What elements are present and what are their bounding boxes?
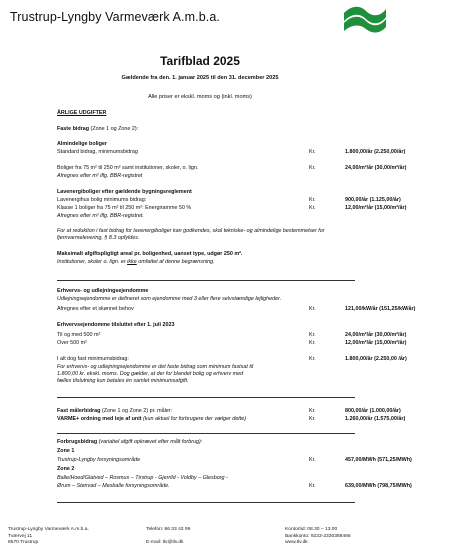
new-commercial-heading: Erhvervsejendomme tilsluttet efter 1. juli 2023 xyxy=(57,322,175,328)
standard-label: Standard bidrag, minimumsbidrag xyxy=(57,149,138,155)
max-area-note-underlined: ikke xyxy=(127,259,137,265)
standard-kr: Kr. xyxy=(309,149,316,155)
max-area-note xyxy=(57,259,357,266)
class1-kr: Kr. xyxy=(309,205,316,211)
upto-label: Til og med 500 m² xyxy=(57,332,101,338)
varme-kr: Kr. xyxy=(309,416,316,422)
zone1-row xyxy=(57,457,412,464)
zone2-kr: Kr. xyxy=(309,483,316,489)
zone1-label: Trustrup-Lyngby forsyningsområde xyxy=(57,457,141,463)
section-heading: ÅRLIGE UDGIFTER xyxy=(57,110,107,116)
footer-bank: Bankkonto: 9233-2330388466 xyxy=(285,533,351,539)
company-name: Trustrup-Lyngby Varmeværk A.m.b.a. xyxy=(10,10,220,24)
low-energy-min-kr: Kr. xyxy=(309,197,316,203)
footer-street: Tværvej 11 xyxy=(8,533,33,539)
validity-period: Gældende fra den. 1. januar 2025 til den 31. december 2025 xyxy=(121,75,279,81)
footer-city: 8570 Trustrup xyxy=(8,540,39,545)
valued-row xyxy=(57,306,416,313)
dwelling-label: Boliger fra 75 m² til 250 m² samt institutioner, skoler, o. lign. xyxy=(57,165,199,171)
fixed-heading-rest: (Zone 1 og Zone 2): xyxy=(89,126,139,132)
upto-value: 24,00/m²/år (30,00/m²/år) xyxy=(345,332,407,338)
max-area-note-after: omfattet af denne begrænsning. xyxy=(136,259,215,265)
zone2-value: 639,00/MWh (798,75/MWh) xyxy=(345,483,412,489)
divider xyxy=(57,280,355,281)
dwelling-row xyxy=(57,165,407,172)
dwelling-value: 24,00/m²/år (30,00/m²/år) xyxy=(345,165,407,171)
consumption-heading xyxy=(57,439,357,446)
reduction-note: For at reduktion i fast bidrag for lavenergiboliger kan godkendes, skal tekniske- og almindelige bestemmelser for fjernvarmelevering, § 8.3 opfyldes. xyxy=(57,228,325,241)
valued-kr: Kr. xyxy=(309,306,316,312)
footer-hours: Kontortid: 08.30 – 13.00 xyxy=(285,527,338,532)
footer-info xyxy=(285,527,351,547)
consumption-heading-rest: (variabel afgift opkrævet efter målt forbrug): xyxy=(97,439,203,445)
commercial-min-kr: Kr. xyxy=(309,356,316,362)
low-energy-min-value: 900,00/år (1.125,00/år) xyxy=(345,197,401,203)
zone1-heading: Zone 1 xyxy=(57,448,75,454)
low-energy-min-row xyxy=(57,197,401,204)
meter-row xyxy=(57,408,401,415)
fixed-heading xyxy=(57,126,357,133)
over-value: 12,00/m²/år (15,00/m²/år) xyxy=(345,340,407,346)
footer-company: Trustrup-Lyngby Varmeværk A.m.b.a. xyxy=(8,527,89,532)
consumption-heading-bold: Forbrugsbidrag xyxy=(57,439,98,445)
class1-label: Klasse 1 boliger fra 75 m² til 250 m²: Energiramme 50 % xyxy=(57,205,192,211)
wave-logo-icon xyxy=(342,4,388,32)
upto-row xyxy=(57,332,407,339)
footer-phone: Telefon: 86 33 43 99 xyxy=(146,527,191,532)
varme-row xyxy=(57,416,406,423)
zone2-heading: Zone 2 xyxy=(57,466,75,472)
low-energy-heading: Lavenergiboliger efter gældende bygningsreglement xyxy=(57,189,192,195)
footer-address xyxy=(8,527,89,547)
meter-label-bold: Fast målerbidrag xyxy=(57,408,101,414)
varme-value: 1.260,00/år (1.575,00/år) xyxy=(345,416,406,422)
commercial-min-label: I alt dog fast minimumsbidrag: xyxy=(57,356,129,362)
meter-kr: Kr. xyxy=(309,408,316,414)
divider xyxy=(57,502,355,503)
standard-value: 1.800,00/år (2.250,00/år) xyxy=(345,149,406,155)
zone2-line1: Balle/Hoed/Glatved – Rosmus – Tirstrup - Gjerrild - Voldby – Glesborg - xyxy=(57,475,228,481)
divider xyxy=(57,433,355,434)
low-energy-min-label: Lavenergihus bolig minimums bidrag: xyxy=(57,197,147,203)
zone2-row xyxy=(57,483,412,490)
over-row xyxy=(57,340,407,347)
divider xyxy=(57,397,355,398)
over-label: Over 500 m² xyxy=(57,340,87,346)
zone2-line2: Ørum – Stenvad – Mesballe forsyningsområde. xyxy=(57,483,170,489)
class1-row xyxy=(57,205,407,212)
upto-kr: Kr. xyxy=(309,332,316,338)
class1-value: 12,00/m²/år (15,00/m²/år) xyxy=(345,205,407,211)
commercial-min-note: For erhvervs- og udlejningsejendomme er det faste bidrag som minimum fastsat til 1.800,00 kr. ekskl. moms. Dog gælder, at der for blandet bolig og erhverv med fælles tilslutning kun betales én samlet minimumsafgift. xyxy=(57,364,254,384)
varme-label-rest: (kun aktuel for forbrugere der vælger dette) xyxy=(141,416,247,422)
zone1-value: 457,00/MWh (571,25/MWh) xyxy=(345,457,412,463)
footer-contact xyxy=(146,527,190,547)
over-kr: Kr. xyxy=(309,340,316,346)
dwelling-note: Afregnes efter m² iflg. BBR-registret xyxy=(57,173,143,179)
footer-email[interactable]: E-mail: tlv@tlv.dk xyxy=(146,540,184,545)
zone1-kr: Kr. xyxy=(309,457,316,463)
max-area-note-before: Institutioner, skoler o. lign. er xyxy=(57,259,128,265)
standard-row xyxy=(57,149,406,156)
page-title: Tarifblad 2025 xyxy=(160,54,240,68)
meter-label-rest: (Zone 1 og Zone 2) pr. måler: xyxy=(100,408,173,414)
commercial-min-row xyxy=(57,356,407,363)
varme-label-bold: VARME+ ordning med leje af unit xyxy=(57,416,142,422)
general-heading: Almindelige boliger xyxy=(57,141,108,147)
footer-web[interactable]: www.tlv.dk xyxy=(285,540,308,545)
dwelling-kr: Kr. xyxy=(309,165,316,171)
commercial-heading: Erhvervs- og udlejningsejendomme xyxy=(57,288,149,294)
commercial-min-value: 1.800,00/år (2.250,00 /år) xyxy=(345,356,407,362)
class1-note: Afregnes efter m² iflg. BBR-registret. xyxy=(57,213,144,219)
max-area-label: Maksimalt afgiftspligtigt areal pr. boligenhed, uanset type, udgør 250 m². xyxy=(57,251,243,257)
valued-value: 121,00/kW/år (151,25/kW/år) xyxy=(345,306,416,312)
valued-label: Afregnes efter et skønnet behov xyxy=(57,306,134,312)
meter-value: 800,00/år (1.000,00/år) xyxy=(345,408,401,414)
fixed-heading-bold: Faste bidrag xyxy=(57,126,90,132)
price-note: Alle priser er ekskl. moms og (inkl. moms) xyxy=(148,94,252,100)
commercial-definition: Udlejningsejendomme er defineret som ejendomme med 3 eller flere selvstændige lejligheder. xyxy=(57,296,282,302)
